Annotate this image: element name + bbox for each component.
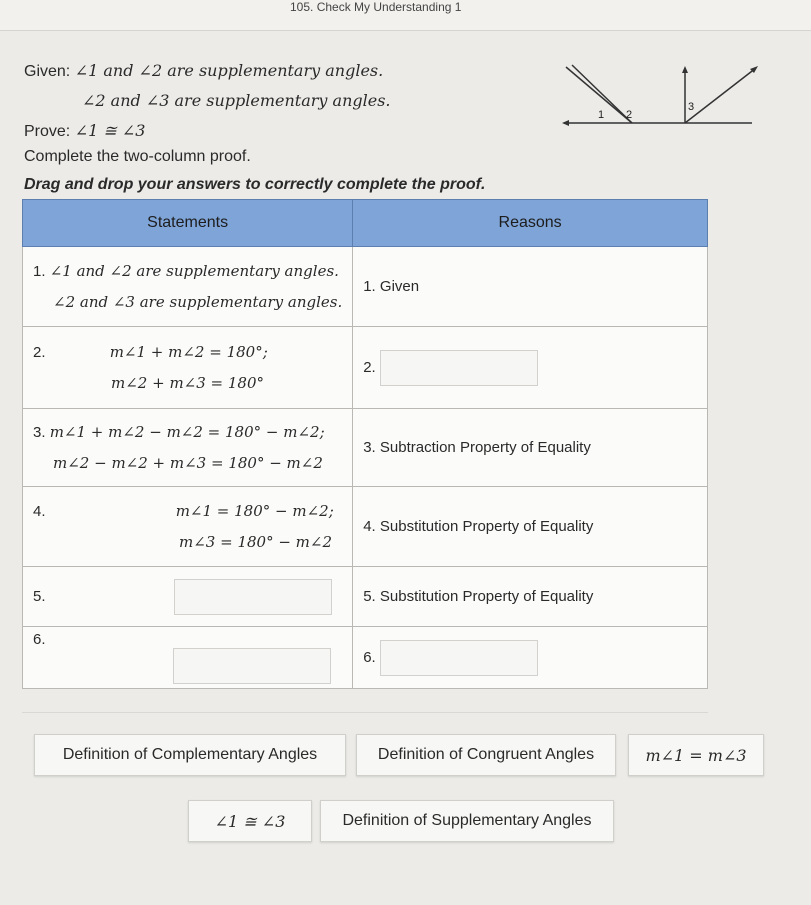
statement-text: ∠1 and ∠2 are supplementary angles. <box>49 261 339 280</box>
angle-label-2: 2 <box>626 109 633 121</box>
reason-text: 6. <box>363 648 376 666</box>
answer-chip-congruent[interactable] <box>356 734 616 776</box>
given-line-2 <box>24 86 391 116</box>
statement-cell <box>23 487 353 567</box>
statement-line <box>33 256 342 287</box>
statement-line <box>33 368 342 399</box>
reason-text: 2. <box>363 358 376 376</box>
diagram-ray-right <box>685 68 756 123</box>
statement-drop-zone-6[interactable] <box>173 648 331 684</box>
proof-header-row <box>23 200 708 247</box>
angle-label-3: 3 <box>688 101 695 113</box>
answer-chip-label: Definition of Supplementary Angles <box>342 812 592 829</box>
statement-line <box>33 527 342 558</box>
statement-text: ∠2 and ∠3 are supplementary angles. <box>53 292 343 311</box>
divider <box>22 712 708 713</box>
arrow-head-icon <box>562 120 569 126</box>
statement-text: m∠2 + m∠3 = 180° <box>111 373 265 392</box>
reason-cell <box>353 409 708 487</box>
angle-diagram <box>560 62 760 128</box>
statement-cell <box>23 409 353 487</box>
reasons-header: Reasons <box>353 200 708 247</box>
proof-row <box>23 487 708 567</box>
statement-cell <box>23 627 353 689</box>
proof-row <box>23 627 708 689</box>
proof-row <box>23 327 708 409</box>
statement-line <box>33 496 342 527</box>
statements-header: Statements <box>23 200 353 247</box>
statement-text: m∠3 = 180° − m∠2 <box>179 532 333 551</box>
given-text-2: ∠2 and ∠3 are supplementary angles. <box>82 91 391 110</box>
statement-line <box>33 337 342 368</box>
drag-instructions: Drag and drop your answers to correctly complete the proof. <box>24 176 486 193</box>
reason-text: 5. Substitution Property of Equality <box>363 588 594 605</box>
statement-drop-zone-5[interactable] <box>174 579 332 615</box>
answer-chip-label: ∠1 ≅ ∠3 <box>214 811 286 831</box>
statement-cell <box>23 567 353 627</box>
given-line-1 <box>24 56 391 86</box>
page-header <box>0 0 811 31</box>
answer-chip-label: Definition of Complementary Angles <box>62 746 318 763</box>
answer-chip-label: Definition of Congruent Angles <box>377 746 595 763</box>
reason-text: 1. Given <box>363 278 420 295</box>
row-number: 5. <box>33 587 46 605</box>
proof-table <box>22 199 708 689</box>
answer-chip-supplementary[interactable] <box>320 800 614 842</box>
statement-text: m∠1 = 180° − m∠2; <box>175 501 334 520</box>
prove-line <box>24 116 391 146</box>
statement-line <box>33 287 342 318</box>
proof-row <box>23 567 708 627</box>
statement-text: m∠1 + m∠2 − m∠2 = 180° − m∠2; <box>49 422 325 441</box>
page-header-title: 105. Check My Understanding 1 <box>290 0 462 14</box>
reason-cell <box>353 487 708 567</box>
proof-row <box>23 409 708 487</box>
reason-drop-zone-6[interactable] <box>380 640 538 676</box>
reason-drop-zone-2[interactable] <box>380 350 538 386</box>
row-number: 3. <box>33 423 46 441</box>
statement-cell <box>23 327 353 409</box>
answer-chip-1-congruent-3[interactable] <box>188 800 312 842</box>
reason-cell <box>353 567 708 627</box>
answer-chip-label: m∠1 = m∠3 <box>645 745 747 765</box>
statement-line <box>33 417 342 448</box>
proof-row <box>23 247 708 327</box>
given-section <box>24 56 391 146</box>
reason-text: 3. Subtraction Property of Equality <box>363 439 591 456</box>
row-number: 6. <box>33 631 46 648</box>
given-text-1: ∠1 and ∠2 are supplementary angles. <box>74 61 384 80</box>
reason-text: 4. Substitution Property of Equality <box>363 518 594 535</box>
prove-label: Prove: <box>24 123 71 140</box>
instructions: Complete the two-column proof. <box>24 148 251 165</box>
row-number: 2. <box>33 343 46 361</box>
prove-text: ∠1 ≅ ∠3 <box>74 121 146 140</box>
row-number: 4. <box>33 502 46 520</box>
statement-text: m∠1 + m∠2 = 180°; <box>109 342 268 361</box>
statement-cell <box>23 247 353 327</box>
answer-chip-complementary[interactable] <box>34 734 346 776</box>
reason-cell <box>353 327 708 409</box>
angle-label-1: 1 <box>598 109 605 121</box>
answer-chip-m1-eq-m3[interactable] <box>628 734 764 776</box>
reason-cell <box>353 247 708 327</box>
given-label: Given: <box>24 63 71 80</box>
arrow-head-icon <box>682 66 688 73</box>
statement-line <box>33 448 342 479</box>
statement-text: m∠2 − m∠2 + m∠3 = 180° − m∠2 <box>53 453 323 472</box>
reason-cell <box>353 627 708 689</box>
row-number: 1. <box>33 262 46 280</box>
